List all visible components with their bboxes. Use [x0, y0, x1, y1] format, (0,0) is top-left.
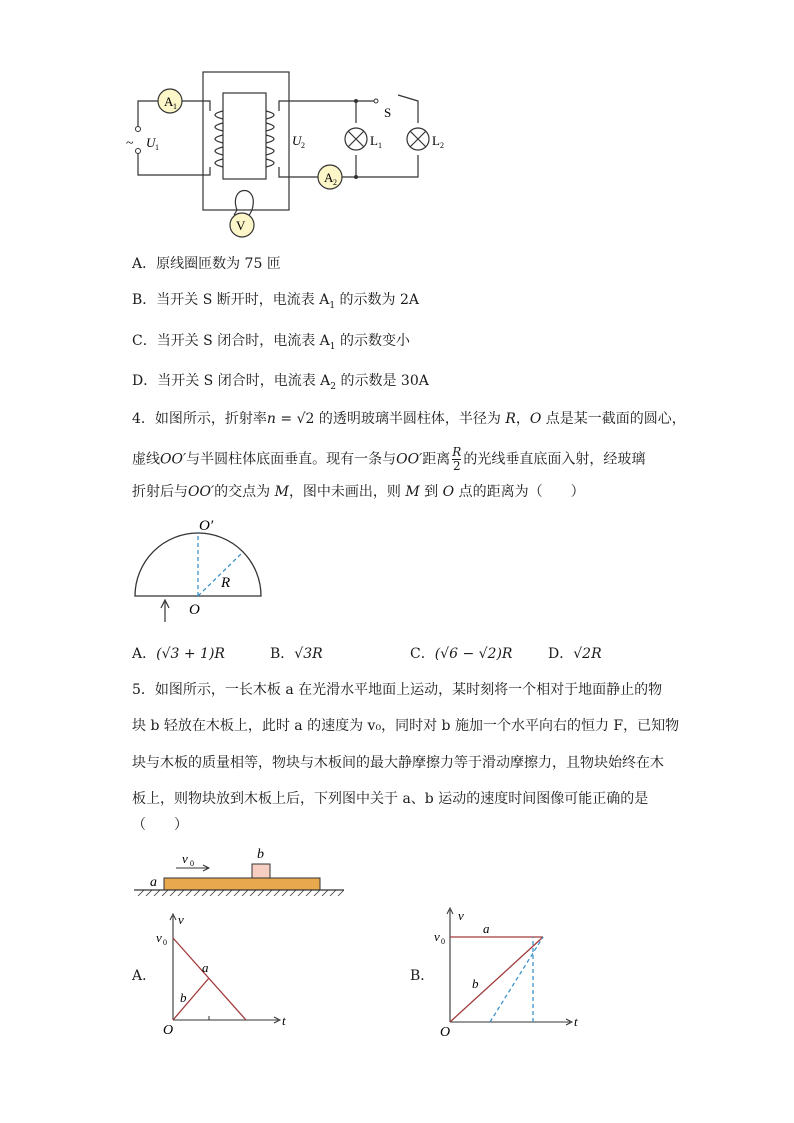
svg-text:2: 2: [333, 178, 337, 187]
q5-stem-line4: 板上，则物块放到木板上后，下列图中关于 a、b 运动的速度时间图像可能正确的是: [132, 791, 649, 807]
q4-l3-m2: M: [405, 484, 420, 500]
q5-graph-b: [428, 904, 588, 1040]
q4-stem-line1: [132, 409, 686, 429]
graph-a-t-label: t: [282, 1013, 286, 1028]
q3-option-d-pre: D．当开关 S 闭合时，电流表 A: [132, 373, 331, 389]
graph-b-dashed-line: [490, 937, 543, 1022]
graph-b-v-label: v: [458, 908, 464, 923]
svg-text:L: L: [432, 133, 440, 148]
transformer-circuit-figure: [120, 65, 460, 245]
secondary-coil: [266, 111, 274, 167]
graph-b-t-label: t: [574, 1014, 578, 1029]
ammeter-a2: [318, 165, 342, 189]
q4-l1-pre: 4．如图所示，折射率: [132, 411, 267, 427]
graph-a-v0-sub: 0: [163, 938, 167, 947]
ac-source-symbol: ~: [126, 136, 134, 151]
q4-fraction-r-over-2: $\frac{R}{2}$: [452, 445, 462, 473]
graph-b-line-b: [450, 937, 543, 1022]
q4-l3-pre: 折射后与: [132, 484, 188, 500]
q4-option-c: [410, 644, 512, 664]
graph-b-v0-label: v: [434, 929, 440, 944]
q4-l2-oo2: OO′: [396, 451, 423, 468]
label-u1-sub: 1: [155, 143, 159, 152]
lamp-l2: [407, 128, 444, 150]
q4-l1-sep: ，: [515, 411, 530, 427]
q3-option-d-post: 的示数是 30A: [336, 373, 429, 389]
primary-coil: [215, 111, 223, 167]
block-b: [252, 864, 270, 878]
q3-option-b-post: 的示数为 2A: [335, 292, 419, 308]
q4-l3-mid2: ，图中未画出，则: [288, 484, 406, 500]
label-b: b: [257, 847, 264, 862]
q5-stem-line3: 块与木板的质量相等，物块与木板间的最大静摩擦力等于滑动摩擦力，且物块始终在木: [132, 755, 664, 771]
graph-b-label-b: b: [472, 976, 479, 991]
q4-l3-mid: 的交点为: [214, 484, 275, 500]
svg-text:2: 2: [440, 141, 444, 150]
ammeter-a1: [158, 89, 182, 113]
label-u1: U: [146, 135, 156, 150]
q3-option-c: [132, 331, 410, 357]
q4-l1-mid: 的透明玻璃半圆柱体，半径为: [318, 411, 506, 427]
label-v0-sub: 0: [190, 859, 194, 868]
svg-text:L: L: [370, 133, 378, 148]
label-o-prime: O′: [199, 518, 214, 534]
q3-option-b: [132, 290, 419, 316]
q4-a-val: (√3 + 1)R: [156, 646, 225, 662]
q4-option-d: [548, 644, 602, 664]
q5-option-a-label: A．: [132, 968, 157, 984]
graph-a-origin: O: [163, 1023, 174, 1038]
label-o: O: [189, 602, 200, 618]
q4-l1-n: n: [266, 411, 276, 427]
label-r: R: [221, 575, 231, 591]
board-a: [164, 878, 320, 890]
q4-l1-o: O: [529, 411, 542, 427]
q4-stem-line3: [132, 482, 585, 502]
q4-d-val: √2R: [573, 646, 602, 662]
q4-l3-mid3: 到: [419, 484, 443, 500]
q5-stem-line5: （ ）: [132, 817, 188, 833]
q3-option-d-sub: 2: [330, 381, 337, 392]
ground-hatching: [138, 890, 344, 896]
q5-stem-line2: 块 b 轻放在木板上，此时 a 的速度为 v₀，同时对 b 施加一个水平向右的恒力 F，已知物: [132, 718, 680, 734]
q4-a-label: A．: [132, 646, 157, 662]
voltmeter-v: [230, 213, 254, 237]
label-v0: v: [182, 851, 188, 866]
graph-b-label-a: a: [483, 921, 490, 936]
q4-b-label: B．: [270, 646, 295, 662]
q5-stem-line1: 5．如图所示，一长木板 a 在光滑水平地面上运动，某时刻将一个相对于地面静止的物: [132, 682, 663, 698]
q4-option-a: [132, 644, 225, 664]
graph-a-v-label: v: [178, 912, 184, 927]
q4-l1-r: R: [505, 411, 516, 427]
q4-l2-mid: 与半圆柱体底面垂直。现有一条与: [186, 451, 397, 468]
svg-text:V: V: [236, 218, 246, 233]
label-u2: U: [292, 133, 302, 148]
q5-board-block-figure: [130, 842, 350, 898]
q3-option-b-pre: B．当开关 S 断开时，电流表 A: [132, 292, 330, 308]
graph-a-label-b: b: [180, 990, 187, 1005]
q5-option-b-label: B．: [410, 968, 435, 984]
q4-l2-post: 的光线垂直底面入射，经玻璃: [463, 451, 646, 468]
q3-option-c-post: 的示数变小: [335, 333, 410, 349]
graph-a-label-a: a: [202, 960, 209, 975]
q4-l2-pre: 虚线: [132, 451, 160, 468]
q4-l1-post: 点是某一截面的圆心，: [541, 411, 686, 427]
q4-l2-dist: 距离: [422, 451, 451, 468]
q3-option-c-sub: 1: [329, 341, 336, 352]
graph-b-origin: O: [440, 1025, 451, 1040]
q4-l1-eq: = √2: [275, 411, 319, 427]
q3-option-b-sub: 1: [329, 300, 336, 311]
q5-graph-a: [150, 910, 300, 1040]
svg-text:A: A: [324, 170, 334, 185]
svg-text:A: A: [164, 94, 174, 109]
label-a: a: [150, 875, 157, 890]
graph-a-line-b: [173, 978, 209, 1020]
transformer-core-inner: [223, 93, 266, 179]
q4-option-b: [270, 644, 323, 664]
graph-b-v0-sub: 0: [441, 937, 445, 946]
q4-c-label: C．: [410, 646, 435, 662]
q3-option-a: A．原线圈匝数为 75 匝: [132, 256, 281, 272]
q4-l3-o: O: [442, 484, 455, 500]
q4-b-val: √3R: [294, 646, 323, 662]
q4-semicircle-figure: [125, 510, 285, 630]
svg-text:1: 1: [378, 141, 382, 150]
q3-option-d: [132, 371, 429, 397]
q4-c-val: (√6 − √2)R: [434, 646, 513, 662]
q4-l3-oo: OO′: [188, 484, 215, 500]
graph-a-v0-label: v: [156, 930, 162, 945]
lamp-l1: [345, 128, 382, 150]
q4-d-label: D．: [548, 646, 574, 662]
label-switch-s: S: [384, 105, 392, 120]
svg-text:1: 1: [173, 102, 177, 111]
label-u2-sub: 2: [301, 141, 305, 150]
q4-l3-post: 点的距离为（ ）: [454, 484, 585, 500]
q3-option-c-pre: C．当开关 S 闭合时，电流表 A: [132, 333, 330, 349]
q4-l2-oo: OO′: [160, 451, 187, 468]
q4-stem-line2: [132, 446, 645, 473]
q4-l3-m: M: [274, 484, 289, 500]
